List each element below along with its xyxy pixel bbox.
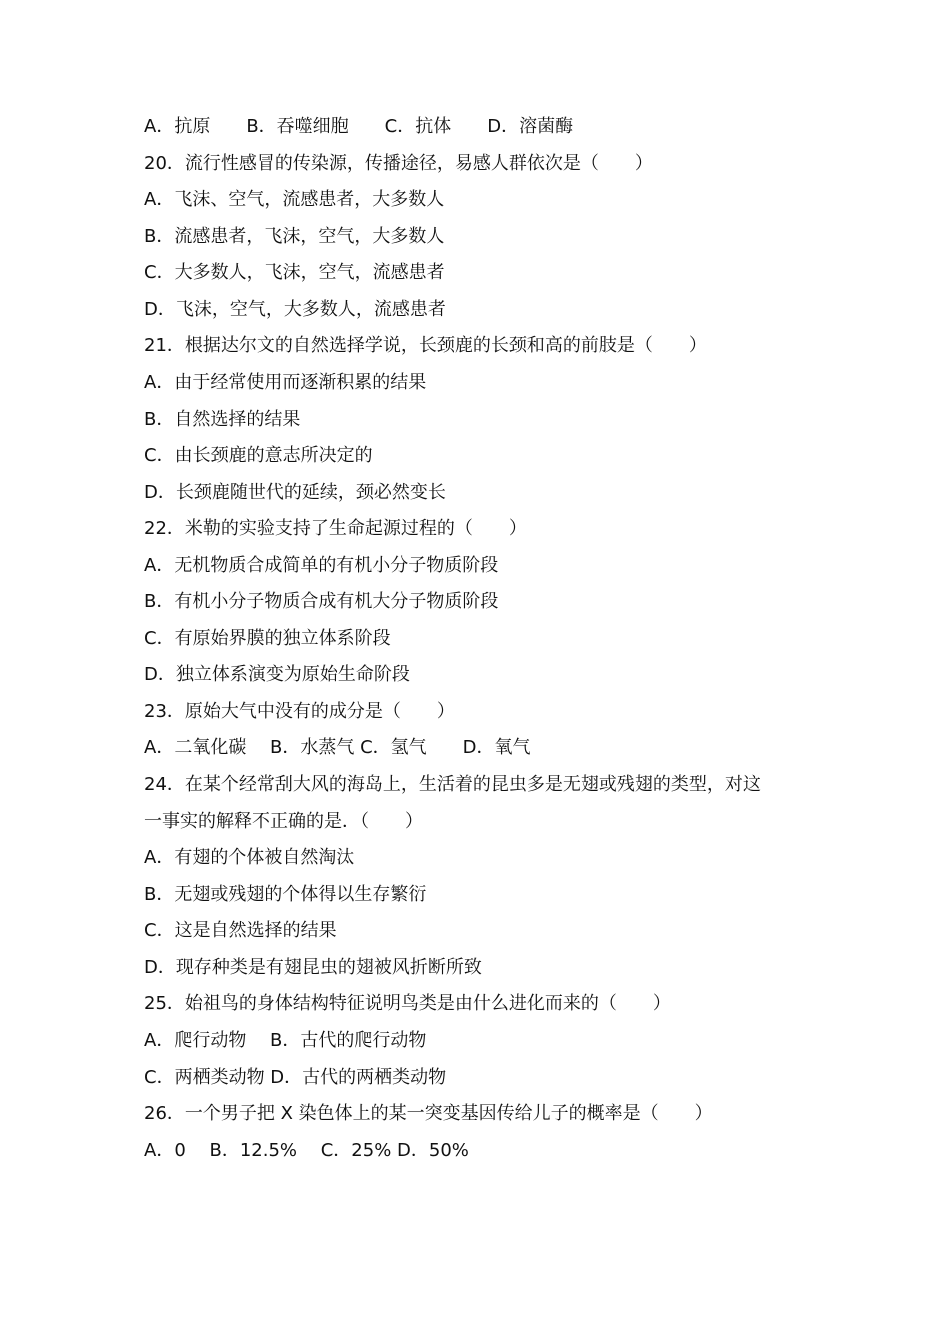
q24-option-a: A．有翅的个体被自然淘汰 bbox=[144, 847, 355, 868]
q25-options-ab: A．爬行动物 B．古代的爬行动物 bbox=[144, 1030, 427, 1051]
q21-stem: 21．根据达尔文的自然选择学说，长颈鹿的长颈和高的前肢是（ ） bbox=[144, 335, 707, 356]
q23-stem: 23．原始大气中没有的成分是（ ） bbox=[144, 701, 455, 722]
q26-stem: 26．一个男子把 X 染色体上的某一突变基因传给儿子的概率是（ ） bbox=[144, 1103, 713, 1124]
q22-option-d: D．独立体系演变为原始生命阶段 bbox=[144, 664, 410, 685]
q20-option-d: D．飞沫，空气，大多数人，流感患者 bbox=[144, 299, 446, 320]
q20-stem: 20．流行性感冒的传染源，传播途径，易感人群依次是（ ） bbox=[144, 153, 653, 174]
q23-options: A．二氧化碳 B．水蒸气 C．氢气 D．氧气 bbox=[144, 737, 531, 758]
q22-option-c: C．有原始界膜的独立体系阶段 bbox=[144, 628, 391, 649]
q24-option-c: C．这是自然选择的结果 bbox=[144, 920, 337, 941]
q22-option-a: A．无机物质合成简单的有机小分子物质阶段 bbox=[144, 555, 499, 576]
q20-option-c: C．大多数人，飞沫，空气，流感患者 bbox=[144, 262, 445, 283]
q25-options-cd: C．两栖类动物 D．古代的两栖类动物 bbox=[144, 1067, 447, 1088]
q20-option-b: B．流感患者，飞沫，空气，大多数人 bbox=[144, 226, 445, 247]
q26-options: A．0 B．12.5% C．25% D．50% bbox=[144, 1140, 469, 1161]
q21-option-c: C．由长颈鹿的意志所决定的 bbox=[144, 445, 373, 466]
q24-stem-line2: 一事实的解释不正确的是．（ ） bbox=[144, 811, 423, 832]
q19-options: A．抗原 B．吞噬细胞 C．抗体 D．溶菌酶 bbox=[144, 116, 574, 137]
q24-option-d: D．现存种类是有翅昆虫的翅被风折断所致 bbox=[144, 957, 482, 978]
q24-stem-line1: 24．在某个经常刮大风的海岛上，生活着的昆虫多是无翅或残翅的类型，对这 bbox=[144, 774, 761, 795]
q25-stem: 25．始祖鸟的身体结构特征说明鸟类是由什么进化而来的（ ） bbox=[144, 993, 671, 1014]
q22-stem: 22．米勒的实验支持了生命起源过程的（ ） bbox=[144, 518, 527, 539]
q21-option-a: A．由于经常使用而逐渐积累的结果 bbox=[144, 372, 427, 393]
q22-option-b: B．有机小分子物质合成有机大分子物质阶段 bbox=[144, 591, 499, 612]
q24-option-b: B．无翅或残翅的个体得以生存繁衍 bbox=[144, 884, 427, 905]
q21-option-d: D．长颈鹿随世代的延续，颈必然变长 bbox=[144, 482, 446, 503]
q21-option-b: B．自然选择的结果 bbox=[144, 409, 301, 430]
q20-option-a: A．飞沫、空气，流感患者，大多数人 bbox=[144, 189, 445, 210]
